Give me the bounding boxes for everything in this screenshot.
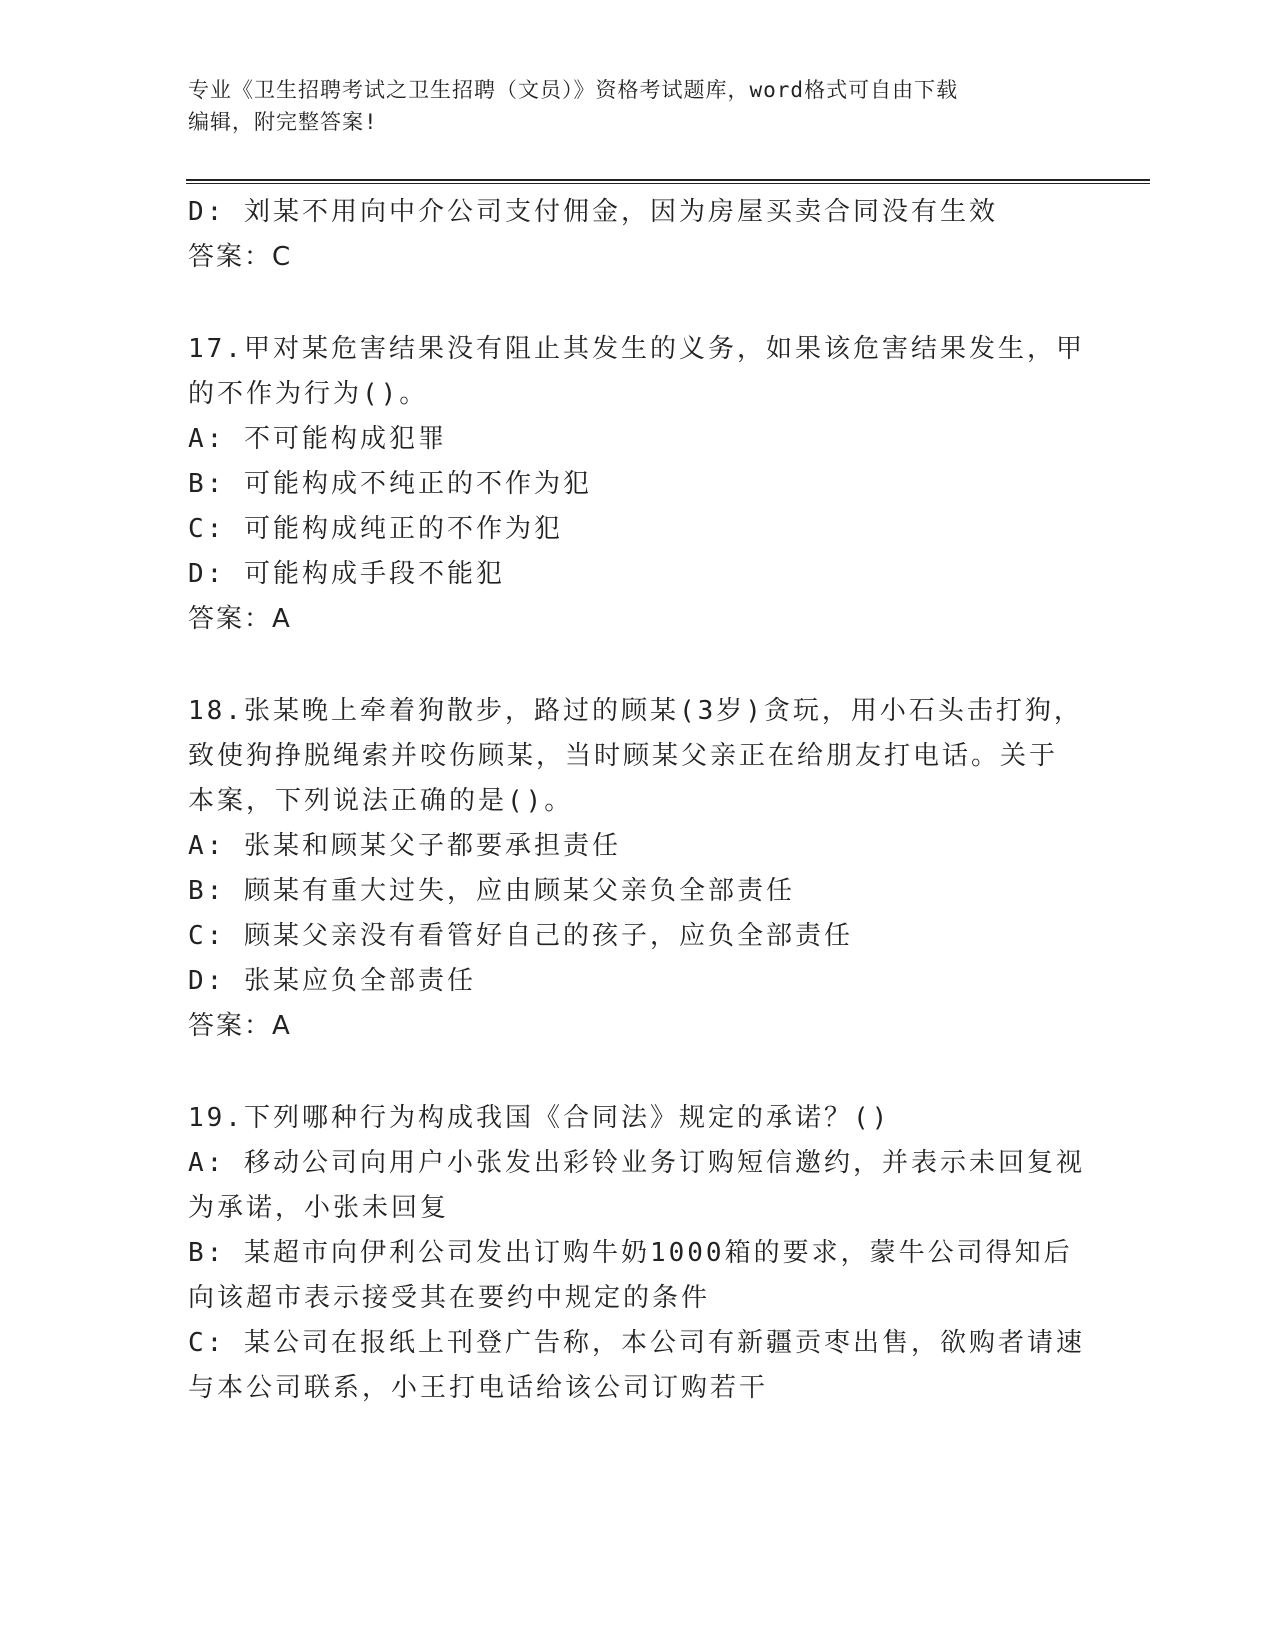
- question-stem: 18.张某晚上牵着狗散步，路过的顾某(3岁)贪玩，用小石头击打狗，: [188, 696, 1083, 726]
- option-b: B: 顾某有重大过失，应由顾某父亲负全部责任: [188, 876, 795, 906]
- question-18: [188, 689, 1083, 1049]
- question-content: [188, 190, 1085, 1411]
- header-title-line-1: 专业《卫生招聘考试之卫生招聘（文员）》资格考试题库，word格式可自由下载: [188, 78, 959, 102]
- answer-line: 答案：C: [188, 242, 293, 272]
- option-b: B: 某超市向伊利公司发出订购牛奶1000箱的要求，蒙牛公司得知后: [188, 1238, 1073, 1268]
- header-divider-thick: [186, 179, 1150, 181]
- answer-line: 答案：A: [188, 604, 292, 634]
- option-b-continued: 向该超市表示接受其在要约中规定的条件: [188, 1283, 711, 1313]
- header-title-line-2: 编辑，附完整答案!: [188, 110, 378, 134]
- question-17: [188, 327, 1085, 642]
- option-c: C: 某公司在报纸上刊登广告称，本公司有新疆贡枣出售，欲购者请速: [188, 1328, 1085, 1358]
- question-stem: 本案，下列说法正确的是()。: [188, 786, 574, 816]
- document-header: [188, 74, 1088, 138]
- question-stem: 的不作为行为()。: [188, 379, 429, 409]
- option-a: A: 移动公司向用户小张发出彩铃业务订购短信邀约，并表示未回复视: [188, 1148, 1085, 1178]
- option-c: C: 顾某父亲没有看管好自己的孩子，应负全部责任: [188, 921, 853, 951]
- option-d: D: 刘某不用向中介公司支付佣金，因为房屋买卖合同没有生效: [188, 197, 998, 227]
- option-c-continued: 与本公司联系，小王打电话给该公司订购若干: [188, 1373, 769, 1403]
- option-a-continued: 为承诺，小张未回复: [188, 1193, 450, 1223]
- question-16-tail: [188, 190, 1078, 280]
- header-divider-thin: [186, 183, 1150, 184]
- spacer: [188, 642, 1078, 689]
- spacer: [188, 1049, 1078, 1096]
- option-c: C: 可能构成纯正的不作为犯: [188, 514, 563, 544]
- question-stem: 致使狗挣脱绳索并咬伤顾某，当时顾某父亲正在给朋友打电话。关于: [188, 741, 1059, 771]
- question-stem: 17.甲对某危害结果没有阻止其发生的义务，如果该危害结果发生，甲: [188, 334, 1085, 364]
- answer-line: 答案：A: [188, 1011, 292, 1041]
- spacer: [188, 280, 1078, 327]
- option-a: A: 不可能构成犯罪: [188, 424, 447, 454]
- option-b: B: 可能构成不纯正的不作为犯: [188, 469, 592, 499]
- option-d: D: 张某应负全部责任: [188, 966, 476, 996]
- option-a: A: 张某和顾某父子都要承担责任: [188, 831, 621, 861]
- option-d: D: 可能构成手段不能犯: [188, 559, 505, 589]
- question-19: [188, 1096, 1085, 1411]
- question-stem: 19.下列哪种行为构成我国《合同法》规定的承诺？(): [188, 1103, 891, 1133]
